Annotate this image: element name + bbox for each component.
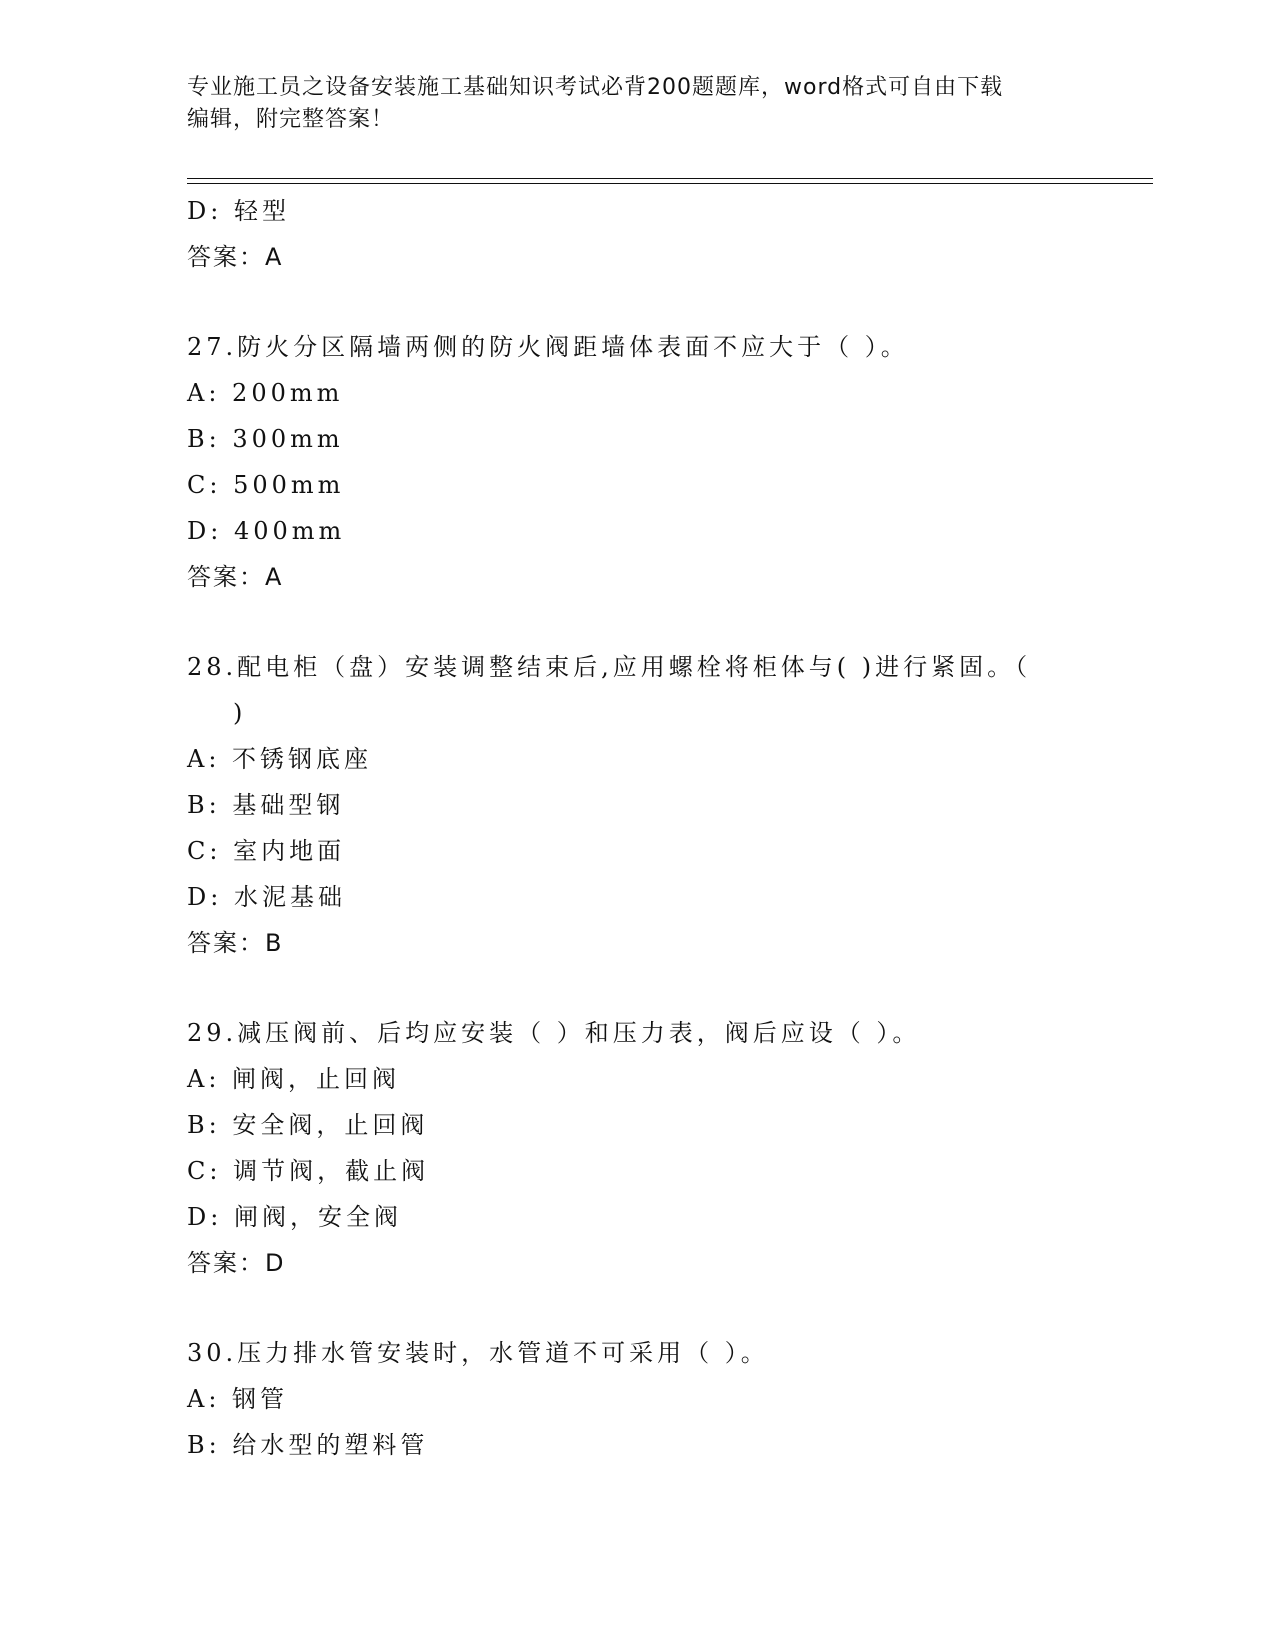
spacer: [187, 1286, 1087, 1330]
question-text: 28.配电柜（盘）安装调整结束后,应用螺栓将柜体与( )进行紧固。（: [187, 653, 1032, 681]
option-b: B: 300mm: [187, 425, 344, 453]
question-list: [187, 188, 1087, 1468]
question-text: 30.压力排水管安装时，水管道不可采用（ ）。: [187, 1339, 769, 1367]
prev-answer: 答案：A: [187, 243, 284, 271]
header-divider-top: [187, 178, 1153, 179]
header-title-line-2: 编辑，附完整答案！: [187, 107, 395, 132]
question-text: 29.减压阀前、后均应安装（ ）和压力表，阀后应设（ ）。: [187, 1019, 921, 1047]
answer: 答案：B: [187, 929, 284, 957]
option-d: D: 闸阀，安全阀: [187, 1203, 402, 1231]
spacer: [187, 280, 1087, 324]
question-28: [187, 644, 1087, 966]
option-a: A: 钢管: [187, 1385, 289, 1413]
option-d: D: 水泥基础: [187, 883, 346, 911]
question-29: [187, 1010, 1087, 1286]
document-header: [187, 72, 1087, 136]
spacer: [187, 600, 1087, 644]
option-c: C: 调节阀，截止阀: [187, 1157, 430, 1185]
option-b: B: 安全阀，止回阀: [187, 1111, 429, 1139]
question-27: [187, 324, 1087, 600]
option-a: A: 200mm: [187, 379, 344, 407]
header-divider-bottom: [187, 183, 1153, 184]
answer: 答案：A: [187, 563, 284, 591]
question-30: [187, 1330, 1087, 1468]
header-title-line-1: 专业施工员之设备安装施工基础知识考试必背200题题库，word格式可自由下载: [187, 75, 1004, 100]
option-b: B: 给水型的塑料管: [187, 1431, 429, 1459]
option-d: D: 400mm: [187, 517, 346, 545]
option-a: A: 不锈钢底座: [187, 745, 373, 773]
question-text: 27.防火分区隔墙两侧的防火阀距墙体表面不应大于（ ）。: [187, 333, 909, 361]
spacer: [187, 966, 1087, 1010]
prev-option-d: D: 轻型: [187, 197, 290, 225]
option-b: B: 基础型钢: [187, 791, 345, 819]
option-a: A: 闸阀，止回阀: [187, 1065, 401, 1093]
question-text-continued: ): [233, 699, 247, 727]
answer: 答案：D: [187, 1249, 286, 1277]
option-c: C: 室内地面: [187, 837, 346, 865]
option-c: C: 500mm: [187, 471, 345, 499]
